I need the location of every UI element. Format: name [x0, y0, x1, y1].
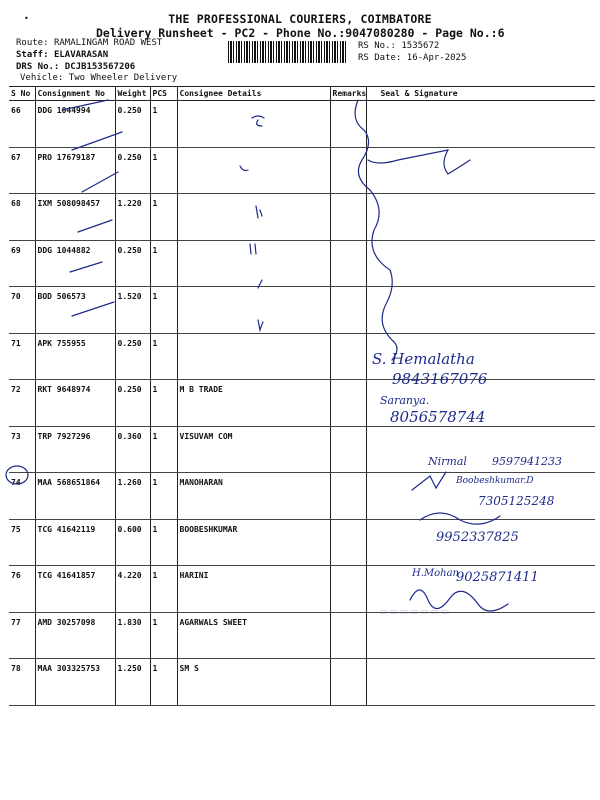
cell-pcs: 1 — [150, 612, 177, 659]
cell-sno: 76 — [9, 566, 35, 613]
cell-seal — [366, 240, 595, 287]
cell-consignment: BOD 506573 — [35, 287, 115, 334]
table-row — [9, 194, 595, 241]
cell-pcs: 1 — [150, 101, 177, 148]
cell-remarks — [330, 240, 366, 287]
cell-consignment: TCG 41641857 — [35, 566, 115, 613]
vehicle-line — [20, 73, 177, 83]
barcode — [228, 41, 348, 63]
cell-consignee — [177, 287, 330, 334]
cell-sno: 66 — [9, 101, 35, 148]
cell-pcs: 1 — [150, 659, 177, 706]
cell-pcs: 1 — [150, 240, 177, 287]
cell-remarks — [330, 473, 366, 520]
cell-remarks — [330, 147, 366, 194]
cell-remarks — [330, 566, 366, 613]
rs-no-line — [358, 41, 439, 51]
cell-sno: 73 — [9, 426, 35, 473]
rs-date-line — [358, 53, 466, 63]
cell-seal — [366, 659, 595, 706]
cell-weight: 0.250 — [115, 101, 150, 148]
cell-consignment: IXM 508098457 — [35, 194, 115, 241]
cell-consignment: AMD 30257098 — [35, 612, 115, 659]
cell-weight: 0.250 — [115, 240, 150, 287]
col-header-pcs: PCS — [150, 87, 177, 101]
cell-remarks — [330, 612, 366, 659]
table-row — [9, 147, 595, 194]
company-title: THE PROFESSIONAL COURIERS, COIMBATORE — [168, 12, 432, 26]
cell-pcs: 1 — [150, 287, 177, 334]
col-header-consignment: Consignment No — [35, 87, 115, 101]
cell-pcs: 1 — [150, 519, 177, 566]
cell-seal — [366, 101, 595, 148]
corner-mark: • — [24, 14, 29, 23]
cell-consignee — [177, 194, 330, 241]
cell-weight: 0.250 — [115, 380, 150, 427]
cell-remarks — [330, 101, 366, 148]
cell-consignee: BOOBESHKUMAR — [177, 519, 330, 566]
cell-pcs: 1 — [150, 333, 177, 380]
table-row — [9, 380, 595, 427]
cell-consignment: TCG 41642119 — [35, 519, 115, 566]
cell-pcs: 1 — [150, 380, 177, 427]
cell-sno: 75 — [9, 519, 35, 566]
cell-remarks — [330, 426, 366, 473]
rs-date-value: 16-Apr-2025 — [406, 53, 467, 63]
drs-label: DRS No.: — [16, 62, 60, 72]
cell-pcs: 1 — [150, 194, 177, 241]
runsheet-subtitle: Delivery Runsheet - PC2 - Phone No.:9047080280 - Page No.:6 — [96, 26, 505, 40]
signature-73-name: Saranya. — [380, 394, 430, 407]
col-header-remarks: Remarks — [330, 87, 366, 101]
table-row — [9, 659, 595, 706]
drs-value: DCJB153567206 — [64, 62, 136, 72]
cell-consignment: DDG 1044994 — [35, 101, 115, 148]
signature-75-name: Nirmal — [428, 455, 467, 468]
cell-pcs: 1 — [150, 566, 177, 613]
signature-73-phone: 8056578744 — [390, 408, 486, 426]
cell-consignee — [177, 147, 330, 194]
cell-sno: 69 — [9, 240, 35, 287]
cell-weight: 0.600 — [115, 519, 150, 566]
route-label: Route: — [16, 38, 49, 48]
cell-consignment: DDG 1044882 — [35, 240, 115, 287]
cell-consignee: SM S — [177, 659, 330, 706]
cell-consignment: PRO 17679187 — [35, 147, 115, 194]
cell-weight: 0.250 — [115, 333, 150, 380]
rs-no-value: 1535672 — [401, 41, 440, 51]
cell-sno: 68 — [9, 194, 35, 241]
cell-weight: 1.520 — [115, 287, 150, 334]
cell-sno: 70 — [9, 287, 35, 334]
drs-line — [16, 62, 135, 72]
cell-consignee: VISUVAM COM — [177, 426, 330, 473]
signature-72-name: S. Hemalatha — [372, 350, 475, 368]
cell-consignee: HARINI — [177, 566, 330, 613]
cell-weight: 0.250 — [115, 147, 150, 194]
cell-sno: 77 — [9, 612, 35, 659]
cell-seal — [366, 287, 595, 334]
cell-weight: 1.250 — [115, 659, 150, 706]
signature-77-phone: 9025871411 — [456, 570, 539, 585]
cell-remarks — [330, 659, 366, 706]
table-row — [9, 101, 595, 148]
route-line — [16, 38, 162, 48]
cell-sno: 78 — [9, 659, 35, 706]
cell-weight: 1.260 — [115, 473, 150, 520]
cell-remarks — [330, 287, 366, 334]
signature-75-phone: 9597941233 — [492, 455, 562, 468]
signature-76-name: Boobeshkumar.D — [456, 476, 534, 486]
cell-consignee — [177, 333, 330, 380]
cell-seal — [366, 147, 595, 194]
table-row — [9, 240, 595, 287]
signature-76b-phone: 9952337825 — [436, 530, 519, 545]
cell-consignee: M B TRADE — [177, 380, 330, 427]
cell-remarks — [330, 333, 366, 380]
cell-sno: 71 — [9, 333, 35, 380]
table-row — [9, 333, 595, 380]
rs-date-label: RS Date: — [358, 53, 402, 63]
vehicle-value: Two Wheeler Delivery — [68, 73, 178, 83]
cell-consignment: TRP 7927296 — [35, 426, 115, 473]
staff-value: ELAVARASAN — [53, 50, 109, 60]
cell-consignee: MANOHARAN — [177, 473, 330, 520]
signature-76-phone: 7305125248 — [478, 494, 555, 508]
col-header-weight: Weight — [115, 87, 150, 101]
cell-consignment: MAA 568651864 — [35, 473, 115, 520]
staff-line — [16, 50, 108, 60]
cell-weight: 4.220 — [115, 566, 150, 613]
signature-72-phone: 9843167076 — [392, 370, 488, 388]
cell-consignee — [177, 240, 330, 287]
cell-sno: 67 — [9, 147, 35, 194]
cell-consignment: APK 755955 — [35, 333, 115, 380]
col-header-seal: Seal & Signature — [366, 87, 595, 101]
cell-sno: 72 — [9, 380, 35, 427]
cell-consignment: RKT 9648974 — [35, 380, 115, 427]
col-header-sno: S No — [9, 87, 35, 101]
cell-remarks — [330, 380, 366, 427]
signature-77-name: H.Mohan — [412, 568, 460, 579]
table-row — [9, 287, 595, 334]
cell-seal — [366, 194, 595, 241]
cell-pcs: 1 — [150, 147, 177, 194]
cell-sno: 74 — [9, 473, 35, 520]
route-value: RAMALINGAM ROAD WEST — [53, 38, 163, 48]
cell-remarks — [330, 194, 366, 241]
cell-weight: 0.360 — [115, 426, 150, 473]
cell-remarks — [330, 519, 366, 566]
cell-pcs: 1 — [150, 473, 177, 520]
cell-weight: 1.220 — [115, 194, 150, 241]
table-header-row — [9, 87, 595, 101]
vehicle-label: Vehicle: — [20, 73, 64, 83]
cell-consignment: MAA 303325753 — [35, 659, 115, 706]
cell-weight: 1.830 — [115, 612, 150, 659]
cell-pcs: 1 — [150, 426, 177, 473]
rs-no-label: RS No.: — [358, 41, 396, 51]
faded-stamp: ▭▭▭▭▭▭▭ — [380, 604, 452, 618]
cell-consignee: AGARWALS SWEET — [177, 612, 330, 659]
col-header-consignee: Consignee Details — [177, 87, 330, 101]
staff-label: Staff: — [16, 50, 49, 60]
cell-consignee — [177, 101, 330, 148]
